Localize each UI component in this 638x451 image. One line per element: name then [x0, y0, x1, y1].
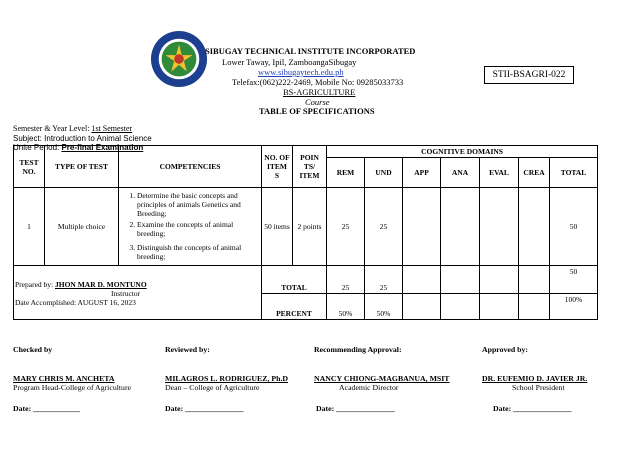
table-row — [14, 188, 598, 266]
checked-by-role: Checked by — [13, 345, 53, 354]
header-points: POIN TS/ ITEM — [293, 146, 327, 188]
cell-type: Multiple choice — [45, 188, 119, 266]
approved-by-name: DR. EUFEMIO D. JAVIER JR. — [482, 374, 588, 383]
checked-by-name: MARY CHRIS M. ANCHETA — [13, 374, 115, 383]
percent-und: 50% — [365, 294, 403, 320]
program-name: BS-AGRICULTURE — [283, 87, 356, 97]
competency-item: 2. Examine the concepts of animal breeding; — [137, 220, 259, 238]
approved-by-role: Approved by: — [482, 345, 528, 354]
reviewed-by-name: MILAGROS L. RODRIGUEZ, Ph.D — [165, 374, 289, 383]
contact-info: Telefax:(062)222-2469, Mobile No: 09285033733 — [232, 77, 404, 87]
recommending-name: NANCY CHIONG-MAGBANUA, MSIT — [314, 374, 450, 383]
course-label: Course — [305, 97, 330, 107]
header-competencies: COMPETENCIES — [119, 146, 262, 188]
header-ana: ANA — [441, 158, 480, 188]
cell-competencies — [119, 188, 262, 266]
cell-total: 50 — [550, 188, 598, 266]
header-test-no: TEST NO. — [14, 146, 45, 188]
recommending-role: Recommending Approval: — [314, 345, 402, 354]
total-rem: 25 — [327, 266, 365, 294]
cell-items: 50 items — [262, 188, 293, 266]
document-code: STII-BSAGRI-022 — [492, 70, 566, 80]
header-und: UND — [365, 158, 403, 188]
cell-ana — [441, 188, 480, 266]
prepared-by-name: JHON MAR D. MONTUNO — [55, 280, 147, 289]
header-crea: CREA — [519, 158, 550, 188]
cell-rem: 25 — [327, 188, 365, 266]
approved-by-title: School President — [512, 383, 565, 392]
prepared-by-line — [15, 280, 259, 289]
document-title: TABLE OF SPECIFICATIONS — [259, 106, 375, 116]
period-label: Unite Period: — [13, 143, 62, 152]
cell-und: 25 — [365, 188, 403, 266]
institution-address: Lower Taway, Ipil, ZamboangaSibugay — [222, 57, 357, 67]
prepared-by-block — [14, 266, 262, 320]
competency-item: 1. Determine the basic concepts and principles of animals Genetics and Breeding; — [137, 191, 259, 218]
document-code-box — [484, 66, 574, 84]
recommending-date[interactable]: Date: _______________ — [316, 404, 395, 413]
date-accomplished: Date Accomplished: AUGUST 16, 2023 — [15, 298, 136, 307]
header-rem: REM — [327, 158, 365, 188]
reviewed-by-date[interactable]: Date: _______________ — [165, 404, 244, 413]
period-value: Pre-final Examination — [61, 143, 144, 152]
semester-value: 1st Semester — [91, 124, 133, 133]
website-link[interactable]: www.sibugaytech.edu.ph — [258, 67, 344, 77]
percent-total: 100% — [550, 294, 598, 320]
header-items: NO. OF ITEM S — [262, 146, 293, 188]
checked-by-title: Program Head-College of Agriculture — [13, 383, 132, 392]
header-total: TOTAL — [550, 158, 598, 188]
header-eval: EVAL — [480, 158, 519, 188]
competency-item: 3. Distinguish the concepts of animal breeding; — [137, 243, 259, 261]
cell-eval — [480, 188, 519, 266]
prepared-by-title: Instructor — [111, 289, 141, 298]
percent-label: PERCENT — [262, 294, 327, 320]
cell-points: 2 points — [293, 188, 327, 266]
header-app: APP — [403, 158, 441, 188]
header-type: TYPE OF TEST — [45, 146, 119, 188]
subject-value: Introduction to Animal Science — [44, 134, 152, 143]
reviewed-by-title: Dean – College of Agriculture — [165, 383, 260, 392]
institute-seal-logo — [150, 30, 208, 88]
prepared-by-label: Prepared by: — [15, 280, 55, 289]
header-cognitive-domains: COGNITIVE DOMAINS — [327, 146, 598, 158]
total-label: TOTAL — [262, 266, 327, 294]
cell-crea — [519, 188, 550, 266]
cell-app — [403, 188, 441, 266]
total-total: 50 — [550, 266, 598, 294]
subject-label: Subject: — [13, 134, 45, 143]
percent-rem: 50% — [327, 294, 365, 320]
recommending-title: Academic Director — [339, 383, 399, 392]
semester-label: Semester & Year Level: — [13, 124, 92, 133]
approved-by-date[interactable]: Date: _______________ — [493, 404, 572, 413]
specifications-table — [13, 145, 598, 320]
checked-by-date[interactable]: Date: ____________ — [13, 404, 80, 413]
reviewed-by-role: Reviewed by: — [165, 345, 210, 354]
total-und: 25 — [365, 266, 403, 294]
institution-name: SIBUGAY TECHNICAL INSTITUTE INCORPORATED — [205, 46, 416, 56]
cell-test-no: 1 — [14, 188, 45, 266]
semester-line — [13, 124, 132, 134]
